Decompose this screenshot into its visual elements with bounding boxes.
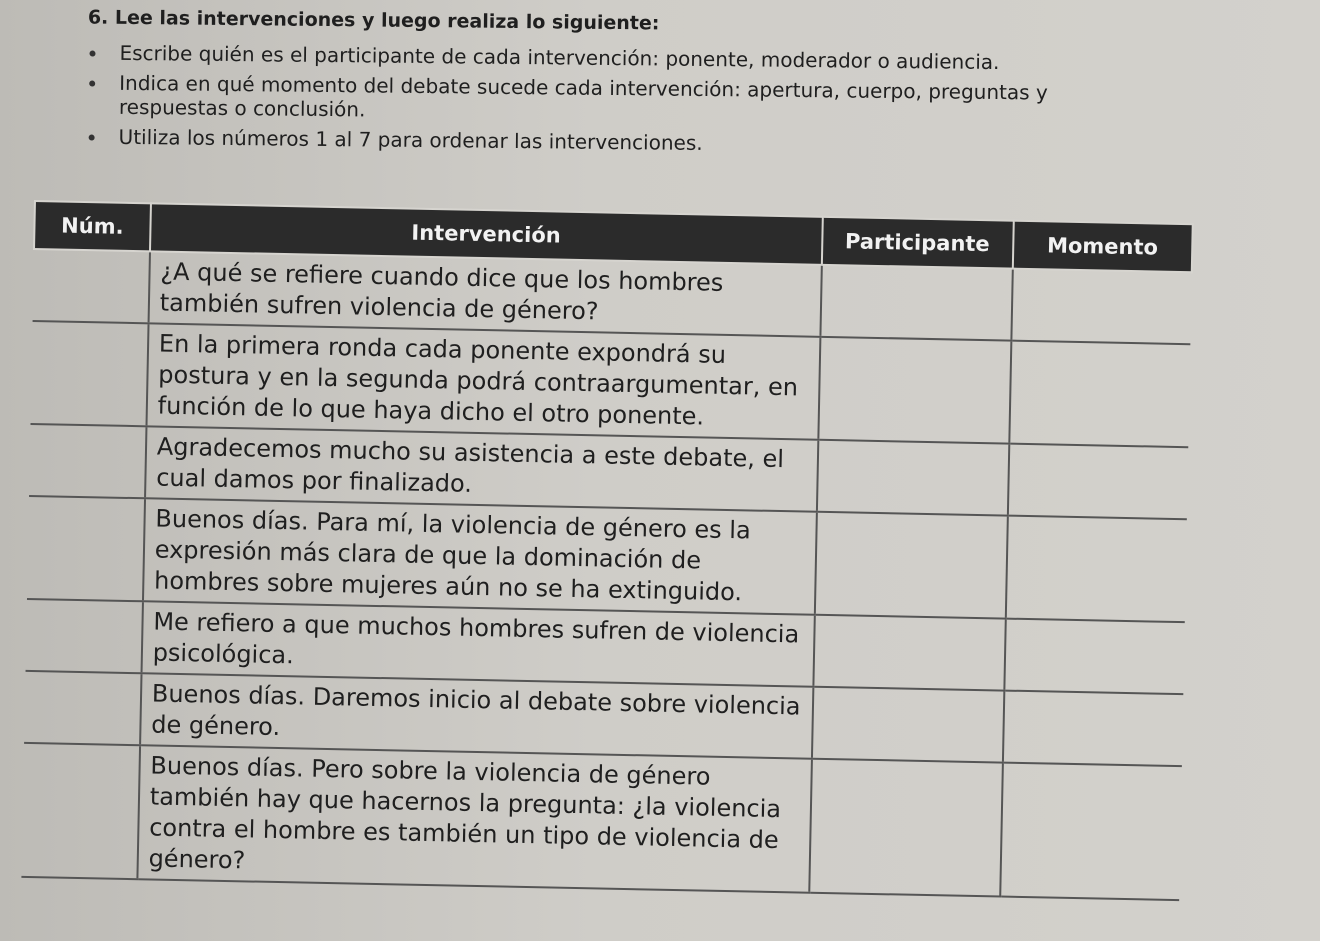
- num-cell[interactable]: [24, 671, 141, 745]
- header-intervencion: Intervención: [150, 203, 823, 264]
- num-cell[interactable]: [33, 249, 150, 323]
- intervencion-cell: Buenos días. Daremos inicio al debate sobre violencia de género.: [140, 673, 813, 758]
- participante-cell[interactable]: [813, 615, 1005, 691]
- num-cell[interactable]: [26, 599, 143, 673]
- bullet-icon: [89, 81, 95, 87]
- intervencion-cell: Buenos días. Para mí, la violencia de género es la expresión más clara de que la dominación de hombres sobre mujeres aún no se ha extinguido.: [143, 498, 817, 614]
- participante-cell[interactable]: [812, 687, 1004, 763]
- instruction-item: Escribe quién es el participante de cada intervención: ponente, moderador o audiencia.: [39, 40, 1119, 75]
- instructions-list: [39, 40, 1240, 161]
- intervencion-cell: En la primera ronda cada ponente expondrá su postura y en la segunda podrá contraargumentar, en función de lo que haya dicho el otro ponente.: [146, 323, 820, 439]
- intervencion-cell: ¿A qué se refiere cuando dice que los hombres también sufren violencia de género?: [148, 251, 821, 336]
- momento-cell[interactable]: [1002, 691, 1183, 767]
- interventions-table: [20, 200, 1193, 901]
- momento-cell[interactable]: [1000, 763, 1182, 901]
- momento-cell[interactable]: [1004, 619, 1185, 695]
- num-cell[interactable]: [21, 743, 139, 879]
- momento-cell[interactable]: [1011, 269, 1192, 345]
- momento-cell[interactable]: [1005, 516, 1186, 623]
- num-cell[interactable]: [27, 496, 145, 601]
- header-momento: Momento: [1012, 221, 1192, 273]
- instruction-item: Indica en qué momento del debate sucede cada intervención: apertura, cuerpo, preguntas y respuestas o conclusión.: [39, 70, 1119, 129]
- momento-cell[interactable]: [1007, 444, 1188, 520]
- momento-cell[interactable]: [1009, 341, 1190, 448]
- header-participante: Participante: [821, 217, 1013, 269]
- interventions-table-wrapper: [20, 200, 1193, 901]
- participante-cell[interactable]: [818, 337, 1011, 444]
- participante-cell[interactable]: [809, 759, 1003, 897]
- participante-cell[interactable]: [814, 512, 1007, 619]
- num-cell[interactable]: [29, 424, 146, 498]
- intervencion-cell: Agradecemos mucho su asistencia a este debate, el cual damos por finalizado.: [145, 426, 818, 511]
- participante-cell[interactable]: [820, 265, 1012, 341]
- instructions: [38, 6, 1239, 167]
- instruction-item: Utiliza los números 1 al 7 para ordenar las intervenciones.: [39, 124, 1119, 159]
- instructions-title: 6. Lee las intervenciones y luego realiza lo siguiente:: [87, 6, 660, 35]
- bullet-icon: [89, 135, 95, 141]
- intervencion-cell: Buenos días. Pero sobre la violencia de género también hay que hacernos la pregunta: ¿la violencia contra el hombre es también un tipo de violencia de género?: [137, 745, 811, 892]
- num-cell[interactable]: [31, 321, 149, 426]
- participante-cell[interactable]: [816, 440, 1008, 516]
- bullet-icon: [89, 51, 95, 57]
- table-row: [21, 743, 1181, 900]
- intervencion-cell: Me refiero a que muchos hombres sufren de violencia psicológica.: [141, 601, 814, 686]
- header-num: Núm.: [34, 201, 151, 251]
